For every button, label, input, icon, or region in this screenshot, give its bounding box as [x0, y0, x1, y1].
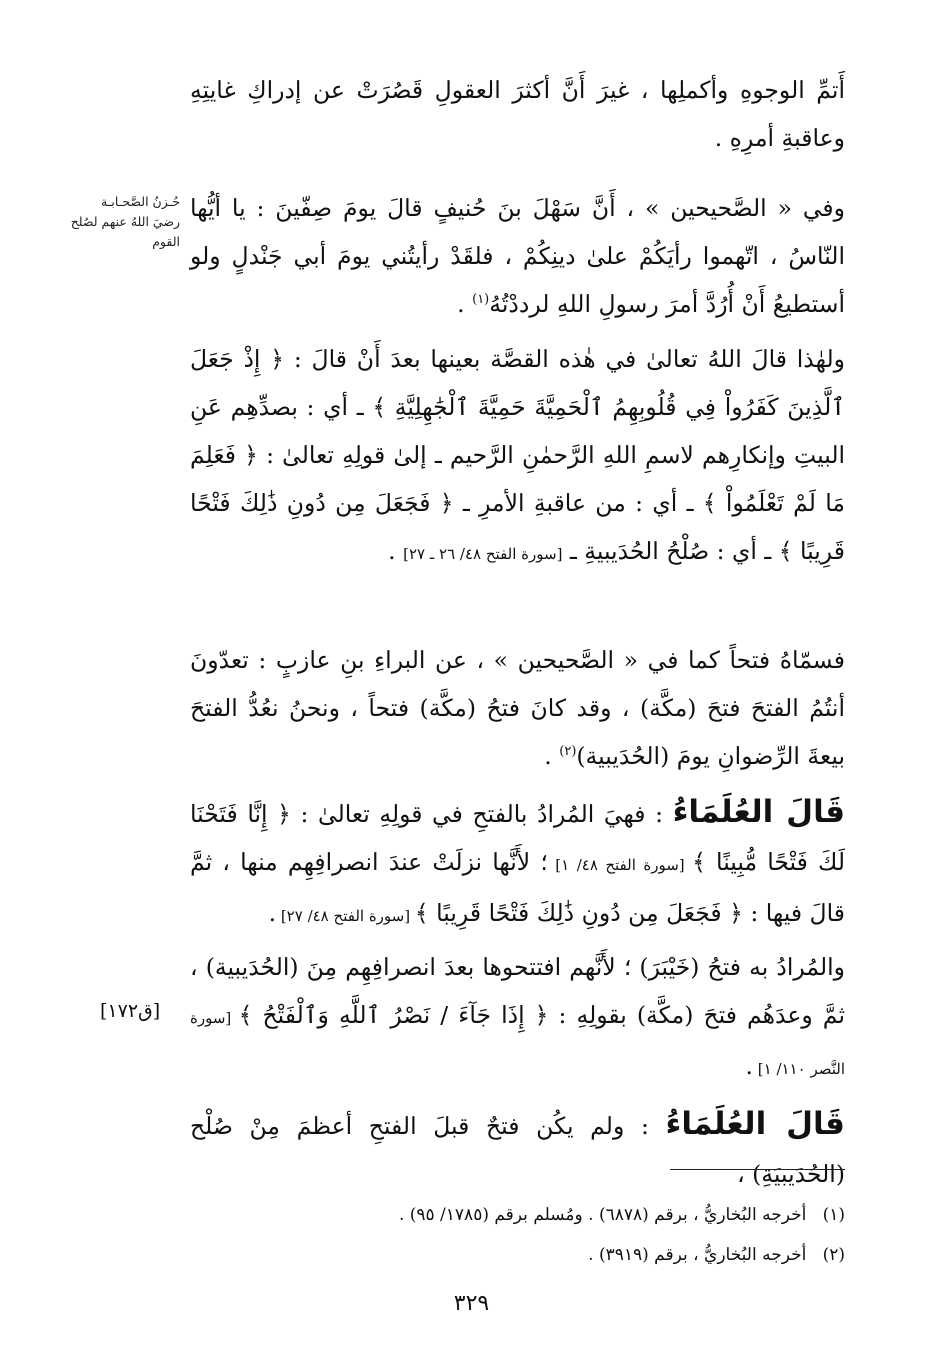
- footnote-1: [190, 1200, 845, 1230]
- paragraph-3-text-b: ـ أي : بصدِّهِم عَنِ البيتِ وإنكارِهم لاسمِ اللهِ الرَّحمٰنِ الرَّحيم ـ إلىٰ قولِهِ تعالىٰ :: [190, 393, 846, 469]
- paragraph-7: [190, 1100, 845, 1198]
- quran-verse-6: ﴿ إِذَا جَآءَ / نَصْرُ ٱللَّهِ وَٱلْفَتْحُ ﴾: [238, 1001, 549, 1029]
- paragraph-5-text-b: ؛ لأَنَّها نزلَتْ عندَ انصرافِهِم منها ، ثمَّ قالَ فيها :: [190, 848, 845, 927]
- quran-verse-1: ﴿ إِذْ جَعَلَ ٱلَّذِينَ كَفَرُواْ فِي قُلُوبِهِمُ ٱلْحَمِيَّةَ حَمِيَّةَ ٱلْجَٰهِلِيَّةِ ﴾: [190, 345, 845, 421]
- paragraph-6-text-a: والمُرادُ به فتحُ (خَيْبَرَ) ؛ لأَنَّهم افتتحوها بعدَ انصرافِهِم مِنَ (الحُدَيبية) ، ثمَّ وعدَهُم فتحَ (مكَّة) بقولِهِ :: [190, 953, 845, 1029]
- quran-verse-4: ﴿ إِنَّا فَتَحْنَا لَكَ فَتْحًا مُّبِينًا ﴾: [190, 800, 845, 876]
- footnote-marker-2[interactable]: (٢): [559, 744, 577, 760]
- footnote-2-number: (٢): [822, 1245, 845, 1265]
- paragraph-4-text: فسمّاهُ فتحاً كما في « الصَّحيحين » ، عن البراءِ بنِ عازبٍ : تعدّونَ أنتُمُ الفتحَ فتحَ (مكَّة) ، وقد كانَ فتحُ (مكَّة) فتحاً ، ونحنُ نعُدُّ الفتحَ بيعةَ الرِّضوانِ يومَ (الحُدَيبية): [190, 646, 845, 770]
- paragraph-4: [190, 636, 845, 780]
- surah-reference-1: [سورة الفتح ٤٨/ ٢٦ ـ ٢٧]: [403, 545, 563, 563]
- surah-reference-4: [سورة النَّصر ١١٠/ ١]: [190, 1009, 845, 1078]
- paragraph-1: [190, 66, 845, 162]
- margin-note-line-1: حُـزنُ الصَّحـابـة: [101, 194, 180, 209]
- surah-reference-2: [سورة الفتح ٤٨/ ١]: [547, 856, 693, 874]
- scholars-heading-1: قَالَ العُلَمَاءُ: [672, 794, 846, 830]
- paragraph-6: [190, 943, 845, 1093]
- surah-reference-3: [سورة الفتح ٤٨/ ٢٧]: [276, 907, 415, 925]
- manuscript-folio-marker: [ق١٧٢]: [100, 1000, 161, 1022]
- footnote-2: [190, 1240, 845, 1270]
- paragraph-2: [190, 184, 845, 328]
- paragraph-3: [190, 335, 845, 578]
- margin-note-line-3: القوم: [152, 234, 180, 249]
- paragraph-4-end: .: [544, 742, 560, 770]
- quran-verse-3: ﴿ فَجَعَلَ مِن دُونِ ذَٰلِكَ فَتْحًا قَرِيبًا ﴾: [190, 489, 845, 565]
- paragraph-1-text: أَتمِّ الوجوهِ وأكملِها ، غيرَ أَنَّ أكثرَ العقولِ قَصُرَتْ عن إدراكِ غايتِهِ وعاقبةِ أمرِهِ .: [190, 76, 846, 152]
- footnote-2-text: أخرجه البُخاريُّ ، برقم (٣٩١٩) .: [588, 1245, 807, 1265]
- paragraph-3-text-d: ـ أي : صُلْحُ الحُدَيبيةِ ـ: [562, 537, 779, 565]
- footnote-1-text: أخرجه البُخاريُّ ، برقم (٦٨٧٨) . ومُسلم برقم (١٧٨٥/ ٩٥) .: [398, 1205, 807, 1225]
- footnote-divider: [670, 1169, 845, 1170]
- footnote-1-number: (١): [822, 1205, 845, 1225]
- paragraph-3-end: .: [388, 537, 404, 565]
- paragraph-7-text: : ولم يكُن فتحٌ قبلَ الفتحِ أعظمَ مِنْ صُلْح (الحُدَيبيَةِ) ،: [190, 1112, 845, 1188]
- scholars-heading-2: قَالَ العُلَمَاءُ: [665, 1106, 845, 1142]
- paragraph-3-text-a: ولهٰذا قالَ اللهُ تعالىٰ في هٰذه القصَّة بعينها بعدَ أَنْ قالَ :: [284, 345, 845, 373]
- paragraph-3-text-c: ـ أي : من عاقبةِ الأمرِ ـ: [453, 489, 703, 517]
- paragraph-2-end: .: [457, 290, 473, 318]
- margin-note-line-2: رضيَ اللهُ عنهم لصُلح: [70, 214, 180, 229]
- quran-verse-2: ﴿ فَعَلِمَ مَا لَمْ تَعْلَمُواْ ﴾: [190, 441, 845, 517]
- paragraph-5: [190, 788, 845, 940]
- footnote-marker-1[interactable]: (١): [472, 292, 490, 308]
- paragraph-6-end: .: [745, 1052, 753, 1080]
- paragraph-2-text: وفي « الصَّحيحين » ، أَنَّ سَهْلَ بنَ حُنيفٍ قالَ يومَ صِفّينَ : يا أيُّها النّاسُ ، اتّهموا رأيَكُمْ علىٰ دينِكُمْ ، فلقَدْ رأيتُني يومَ أبي جَنْدلٍ ولو أستطيعُ أَنْ أُرُدَّ أمرَ رسولِ اللهِ لرددْتُهُ: [190, 194, 845, 318]
- margin-note: [20, 192, 180, 252]
- page-number: ٣٢٩: [453, 1291, 490, 1316]
- paragraph-5-text-a: : فهيَ المُرادُ بالفتحِ في قولِهِ تعالىٰ :: [290, 800, 673, 828]
- quran-verse-5: ﴿ فَجَعَلَ مِن دُونِ ذَٰلِكَ فَتْحًا قَرِيبًا ﴾: [414, 899, 743, 927]
- paragraph-5-end: .: [268, 899, 277, 927]
